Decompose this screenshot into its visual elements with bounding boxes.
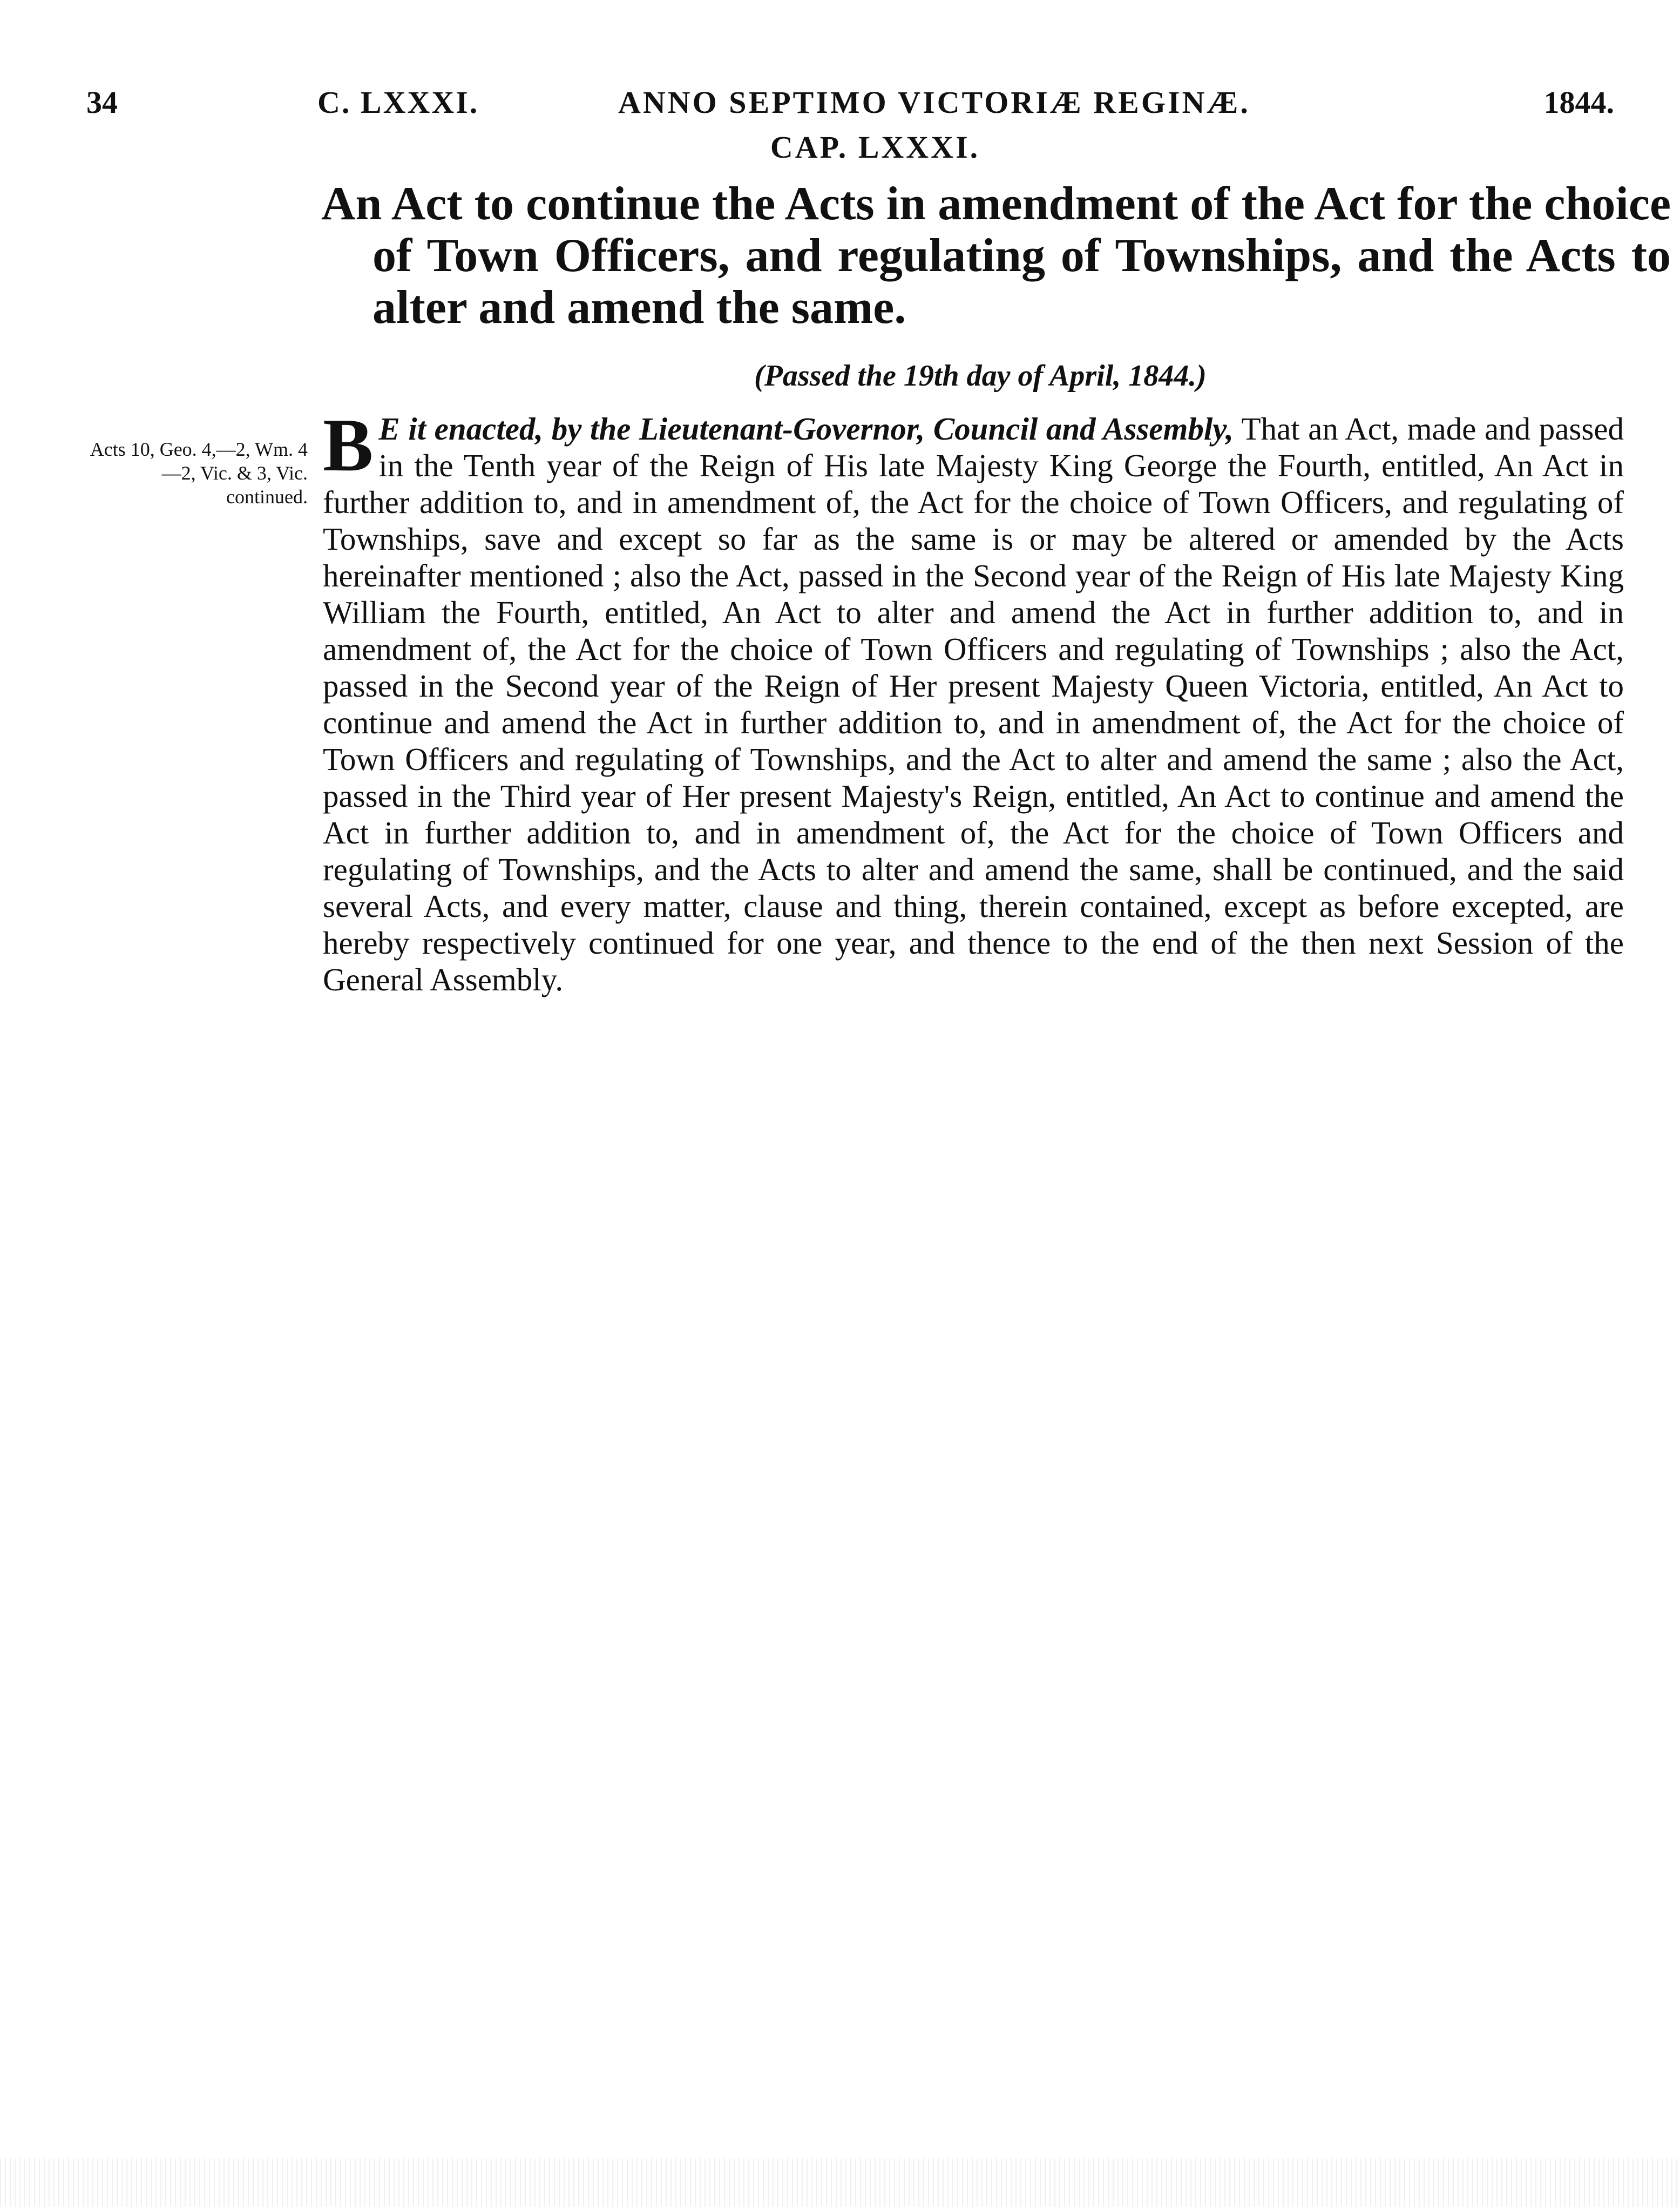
cap-heading: CAP. LXXXI. <box>770 130 980 165</box>
scan-edge-texture <box>0 2158 1680 2207</box>
act-title: An Act to continue the Acts in amendment of the Act for the choice of Town Officers, and regulating of Townships, and the Acts to alter and amend the same. <box>321 178 1671 334</box>
page-number: 34 <box>86 85 118 120</box>
header-year: 1844. <box>1543 85 1614 120</box>
drop-cap: B <box>323 403 374 487</box>
enactment-text: That an Act, made and passed in the Tenth year of the Reign of His late Majesty King George the Fourth, entitled, An Act in further addition to, and in amendment of, the Act for the choice of Town Officers, and regulating of Townships, save and except so far as the same is or may be altered or amended by the Acts hereinafter mentioned ; also the Act, passed in the Second year of the Reign of His late Majesty King William the Fourth, entitled, An Act to alter and amend the Act in further addition to, and in amendment of, the Act for the choice of Town Officers and regulating of Townships ; also the Act, passed in the Second year of the Reign of Her present Majesty Queen Victoria, entitled, An Act to continue and amend the Act in further addition to, and in amendment of, the Act for the choice of Town Officers and regulating of Townships, and the Act to alter and amend the same ; also the Act, passed in the Third year of Her present Majesty's Reign, entitled, An Act to continue and amend the Act in further addition to, and in amendment of, the Act for the choice of Town Officers and regulating of Townships, and the Acts to alter and amend the same, shall be continued, and the said several Acts, and every matter, clause and thing, therein contained, except as before excepted, are hereby respectively continued for one year, and thence to the end of the then next Session of the General Assembly. <box>323 411 1624 997</box>
session-title: ANNO SEPTIMO VICTORIÆ REGINÆ. <box>618 85 1250 120</box>
passed-date: (Passed the 19th day of April, 1844.) <box>754 359 1207 393</box>
chapter-number: C. LXXXI. <box>317 85 479 120</box>
margin-note: Acts 10, Geo. 4,—2, Wm. 4—2, Vic. & 3, Vic. continued. <box>90 438 308 508</box>
running-header <box>86 81 1614 124</box>
enacting-clause: E it enacted, by the Lieutenant-Governor, Council and Assembly, <box>378 411 1234 447</box>
enactment-paragraph <box>323 403 1624 998</box>
